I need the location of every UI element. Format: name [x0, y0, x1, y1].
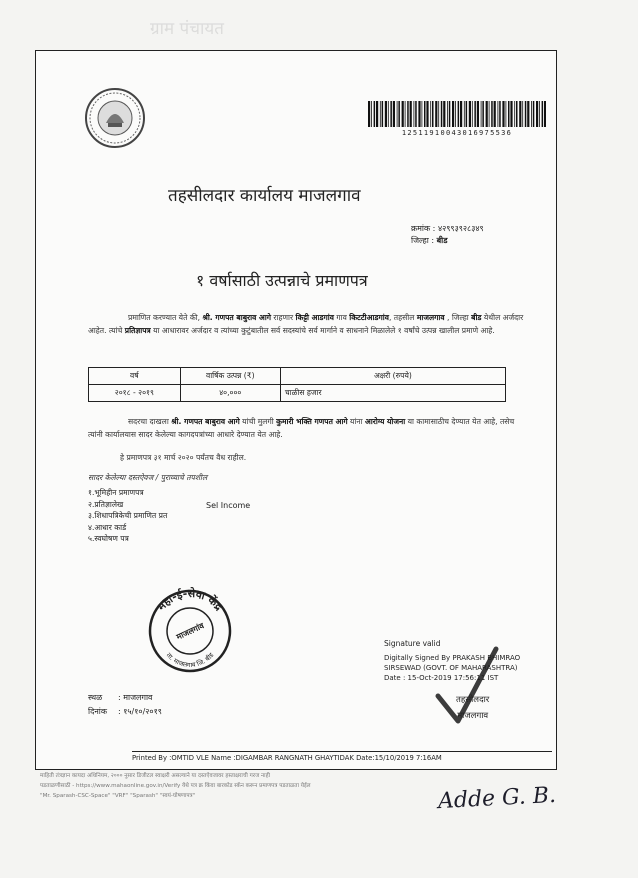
barcode-bar	[449, 101, 451, 127]
list-item: ५.स्वघोषण पत्र	[88, 534, 129, 543]
taluka-name: माजलगाव	[416, 313, 445, 322]
sel-income-label: Sel Income	[206, 501, 251, 510]
barcode-bar	[525, 101, 527, 127]
beneficiary-name: कुमारी भक्ति गणपत आगे	[276, 417, 348, 426]
barcode-bar	[491, 101, 493, 127]
barcode-bar	[385, 101, 387, 127]
income-table	[88, 367, 506, 402]
barcode-bar	[368, 101, 370, 127]
barcode-bar	[458, 101, 460, 127]
documents-list	[88, 487, 167, 545]
barcode-bar	[460, 101, 462, 127]
purpose-paragraph	[88, 415, 528, 441]
barcode-bar	[527, 101, 529, 127]
list-item: २.प्रतिज्ञालेख	[88, 499, 124, 509]
barcode-bar	[506, 101, 507, 127]
krmank-label: क्रमांक :	[411, 224, 436, 233]
sthal-value: : माजलगाव	[118, 693, 153, 702]
dinank-label: दिनांक	[88, 707, 107, 716]
place-date-block	[88, 691, 162, 719]
barcode-bar	[438, 101, 439, 127]
certificate-meta	[411, 223, 484, 247]
footer-line: "Mr. Sparash-CSC-Space" "VRF" "Sparash" "स्वयं-घोषणापत्र"	[40, 793, 196, 799]
barcode-bar	[464, 101, 465, 127]
barcode-bar	[426, 101, 428, 127]
certificate-title: १ वर्षासाठी उत्पन्नाचे प्रमाणपत्र	[196, 271, 368, 290]
list-item: ३.शिधापत्रिकेची प्रमाणित प्रत	[88, 511, 168, 520]
barcode-bar	[510, 101, 512, 127]
village-name: किट्टी आडगांव	[295, 313, 334, 322]
barcode-bar	[388, 101, 389, 127]
jilha-label: जिल्हा :	[411, 236, 435, 245]
office-title: तहसीलदार कार्यालय माजलगाव	[168, 186, 361, 206]
district-name: बीड	[471, 313, 482, 322]
scheme-name: आरोग्य योजना	[365, 417, 406, 426]
barcode-bar	[382, 101, 384, 127]
printed-by-line: Printed By :OMTID VLE Name :DIGAMBAR RANGNATH GHAYTIDAK Date:15/10/2019 7:16AM	[132, 751, 552, 762]
krmank-value: ४२९९३९२८३४९	[437, 224, 484, 233]
para1-text: येथील अर्जदार आहेत. त्यांचे	[88, 313, 524, 335]
barcode-bar	[542, 101, 544, 127]
barcode-bar	[415, 101, 417, 127]
barcode-bar	[422, 101, 423, 127]
barcode-bar	[407, 101, 409, 127]
signature-line-1: Digitally Signed By PRAKASH BHIMRAO	[384, 654, 521, 662]
barcode-bar	[474, 101, 476, 127]
tahsildar-block	[456, 692, 489, 724]
para1-text: या आधारावर अर्जदार व त्यांच्या कुटुंबातील सर्व सदस्यांचे सर्व मार्गाने व साधनाने मिळालेले १ वर्षांचे उत्पन्न खालील प्रमाणे आहे.	[150, 326, 495, 335]
para2-text: यांची मुलगी	[239, 417, 277, 426]
signature-line-3: Date : 15-Oct-2019 17:56:11 IST	[384, 674, 499, 682]
barcode-bar	[402, 101, 404, 127]
handwritten-note: Adde G. B.	[437, 782, 557, 815]
ghost-text-1: ग्राम पंचायत	[150, 19, 224, 39]
stamp-bottom-text: ता. माजलगाव जि. बीड	[164, 651, 216, 670]
barcode	[368, 101, 546, 127]
barcode-bar	[443, 101, 445, 127]
barcode-bar	[508, 101, 510, 127]
seva-kendra-stamp-icon	[144, 587, 236, 673]
barcode-bar	[455, 101, 456, 127]
income-table-header	[89, 368, 506, 385]
list-item: १.भूमिहीन प्रमाणपत्र	[88, 488, 144, 497]
barcode-bar	[410, 101, 412, 127]
barcode-bar	[536, 101, 538, 127]
barcode-bar	[522, 101, 523, 127]
tahsildar-place: माजलगाव	[457, 711, 489, 721]
table-row	[89, 385, 506, 402]
government-seal-icon	[84, 87, 146, 149]
barcode-bar	[514, 101, 515, 127]
barcode-bar	[502, 101, 504, 127]
barcode-bar	[519, 101, 521, 127]
barcode-bar	[533, 101, 535, 127]
barcode-bar	[393, 101, 395, 127]
para1-text: , जिल्हा	[444, 313, 472, 322]
tahsildar-title: तहसीलदार	[456, 695, 490, 705]
barcode-bar	[435, 101, 437, 127]
cell-words: चाळीस हजार	[280, 385, 505, 402]
cell-income: ४०,०००	[180, 385, 280, 402]
col-income: वार्षिक उत्पन्न (₹)	[180, 368, 280, 385]
applicant-name: श्री. गणपत बाबुराव आगे	[202, 313, 272, 322]
certification-paragraph	[88, 311, 528, 337]
barcode-bar	[380, 101, 381, 127]
signature-valid-label: Signature valid	[384, 639, 441, 648]
barcode-bar	[414, 101, 415, 127]
barcode-bar	[430, 101, 431, 127]
barcode-bar	[494, 101, 496, 127]
barcode-bar	[481, 101, 482, 127]
barcode-bar	[418, 101, 420, 127]
barcode-bar	[482, 101, 484, 127]
barcode-bar	[424, 101, 426, 127]
jilha-value: बीड	[436, 236, 448, 245]
barcode-bar	[452, 101, 454, 127]
village-name-2: किटटीआडगांव	[349, 313, 389, 322]
barcode-bar	[477, 101, 479, 127]
barcode-bar	[489, 101, 490, 127]
barcode-bar	[531, 101, 532, 127]
dinank-value: : १५/१०/२०१९	[118, 707, 162, 716]
barcode-number: 12511910043016975536	[401, 129, 513, 137]
document-basis: प्रतिज्ञापत्र	[124, 326, 151, 335]
para2-text: सदरचा दाखला	[128, 417, 172, 426]
para1-text: गाव	[333, 313, 350, 322]
barcode-bar	[539, 101, 540, 127]
barcode-bar	[390, 101, 392, 127]
cell-year: २०१८ - २०१९	[89, 385, 181, 402]
svg-text:महा-ई-सेवा केंद्र	[154, 587, 226, 614]
para1-text: , तहसील	[388, 313, 417, 322]
barcode-bar	[432, 101, 434, 127]
para2-text: या कामासाठीच देण्यात येत आहे, तसेच त्यांनी कार्यालयास सादर केलेल्या कागदपत्रांच्या आधारे देण्यात येत आहे.	[88, 417, 515, 439]
barcode-bar	[499, 101, 501, 127]
barcode-bar	[447, 101, 448, 127]
para1-text: प्रमाणित करण्यात येते की,	[128, 313, 203, 322]
barcode-bar	[466, 101, 468, 127]
footer-line: पडताळणीसाठी - https://www.mahaonline.gov.in/Verify येथे पत्र क्र किंवा बारकोड स्कॅन करून प्रमाणपत्र पडताळता येईल	[40, 783, 311, 789]
col-year: वर्ष	[89, 368, 181, 385]
sthal-label: स्थळ	[88, 693, 103, 702]
validity-text: हे प्रमाणपत्र ३१ मार्च २०२० पर्यंतच वैध राहील.	[120, 453, 247, 462]
barcode-bar	[371, 101, 372, 127]
para1-text: राहणार	[271, 313, 296, 322]
col-words: अक्षरी (रुपये)	[280, 368, 505, 385]
barcode-bar	[469, 101, 471, 127]
footer-line: माहिती तंत्रज्ञान कायदा अधिनियम, २००० नुसार डिजीटल स्वाक्षरी असल्याने या दस्तऐवजावर हस्ताक्षराची गरज नाही	[40, 773, 270, 779]
barcode-bar	[516, 101, 518, 127]
barcode-bar	[486, 101, 488, 127]
barcode-bar	[441, 101, 443, 127]
applicant-name: श्री. गणपत बाबुराव आगे	[171, 417, 240, 426]
barcode-bar	[544, 101, 546, 127]
stamp-inner-text: माजलगांव	[175, 621, 206, 642]
barcode-bar	[498, 101, 499, 127]
documents-heading: सादर केलेल्या दस्तऐवज / पुराव्याचे तपशील	[88, 473, 208, 482]
signature-line-2: SIRSEWAD (GOVT. OF MAHARASHTRA)	[384, 664, 518, 672]
para2-text: यांना	[347, 417, 365, 426]
barcode-bar	[376, 101, 378, 127]
list-item: ४.आधार कार्ड	[88, 522, 127, 532]
barcode-bar	[374, 101, 376, 127]
barcode-bar	[398, 101, 400, 127]
barcode-bar	[397, 101, 398, 127]
certificate-page	[35, 50, 557, 770]
barcode-bar	[472, 101, 473, 127]
stamp-outer-text: महा-ई-सेवा केंद्र	[154, 587, 226, 614]
barcode-bar	[405, 101, 406, 127]
